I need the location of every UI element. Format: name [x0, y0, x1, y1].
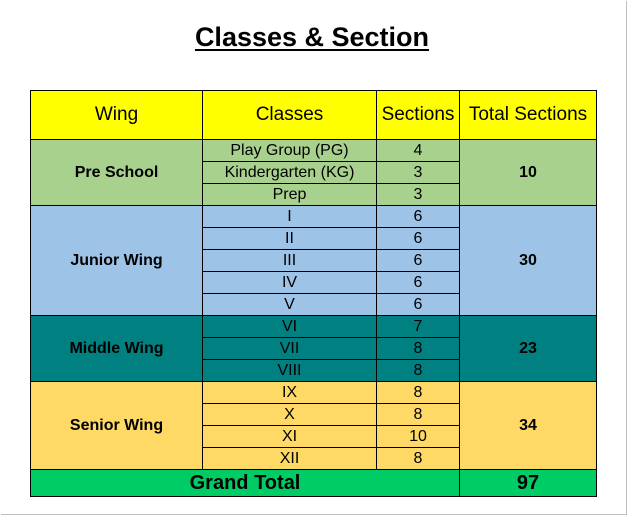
class-cell: V: [203, 294, 377, 316]
grand-total-label: Grand Total: [31, 470, 460, 497]
sections-cell: 6: [377, 206, 460, 228]
grand-total-value: 97: [460, 470, 597, 497]
class-cell: Kindergarten (KG): [203, 162, 377, 184]
sections-cell: 8: [377, 404, 460, 426]
sections-cell: 6: [377, 294, 460, 316]
class-cell: III: [203, 250, 377, 272]
sections-cell: 8: [377, 338, 460, 360]
class-cell: X: [203, 404, 377, 426]
class-cell: XI: [203, 426, 377, 448]
wing-total: 30: [460, 206, 597, 316]
class-cell: IV: [203, 272, 377, 294]
page-title: Classes & Section: [194, 22, 430, 52]
header-sections: Sections: [377, 91, 460, 140]
sections-cell: 4: [377, 140, 460, 162]
class-cell: VII: [203, 338, 377, 360]
wing-total: 10: [460, 140, 597, 206]
sections-cell: 8: [377, 360, 460, 382]
header-row: [31, 91, 597, 140]
class-cell: VIII: [203, 360, 377, 382]
sections-cell: 3: [377, 162, 460, 184]
table-body: [31, 140, 597, 497]
classes-table: [30, 90, 597, 497]
table-row: [31, 316, 597, 338]
wing-name: Pre School: [31, 140, 203, 206]
class-cell: XII: [203, 448, 377, 470]
class-cell: VI: [203, 316, 377, 338]
header-total-sections: Total Sections: [460, 91, 597, 140]
sections-cell: 8: [377, 382, 460, 404]
wing-name: Middle Wing: [31, 316, 203, 382]
wing-name: Senior Wing: [31, 382, 203, 470]
sections-cell: 6: [377, 250, 460, 272]
sections-cell: 10: [377, 426, 460, 448]
table-row: [31, 382, 597, 404]
header-wing: Wing: [31, 91, 203, 140]
wing-total: 34: [460, 382, 597, 470]
sections-cell: 8: [377, 448, 460, 470]
class-cell: I: [203, 206, 377, 228]
class-cell: IX: [203, 382, 377, 404]
table-row: [31, 206, 597, 228]
sections-cell: 6: [377, 272, 460, 294]
sections-cell: 7: [377, 316, 460, 338]
table-row: [31, 140, 597, 162]
wing-name: Junior Wing: [31, 206, 203, 316]
class-cell: II: [203, 228, 377, 250]
class-cell: Prep: [203, 184, 377, 206]
grand-total-row: [31, 470, 597, 497]
header-classes: Classes: [203, 91, 377, 140]
wing-total: 23: [460, 316, 597, 382]
sections-cell: 3: [377, 184, 460, 206]
class-cell: Play Group (PG): [203, 140, 377, 162]
sections-cell: 6: [377, 228, 460, 250]
